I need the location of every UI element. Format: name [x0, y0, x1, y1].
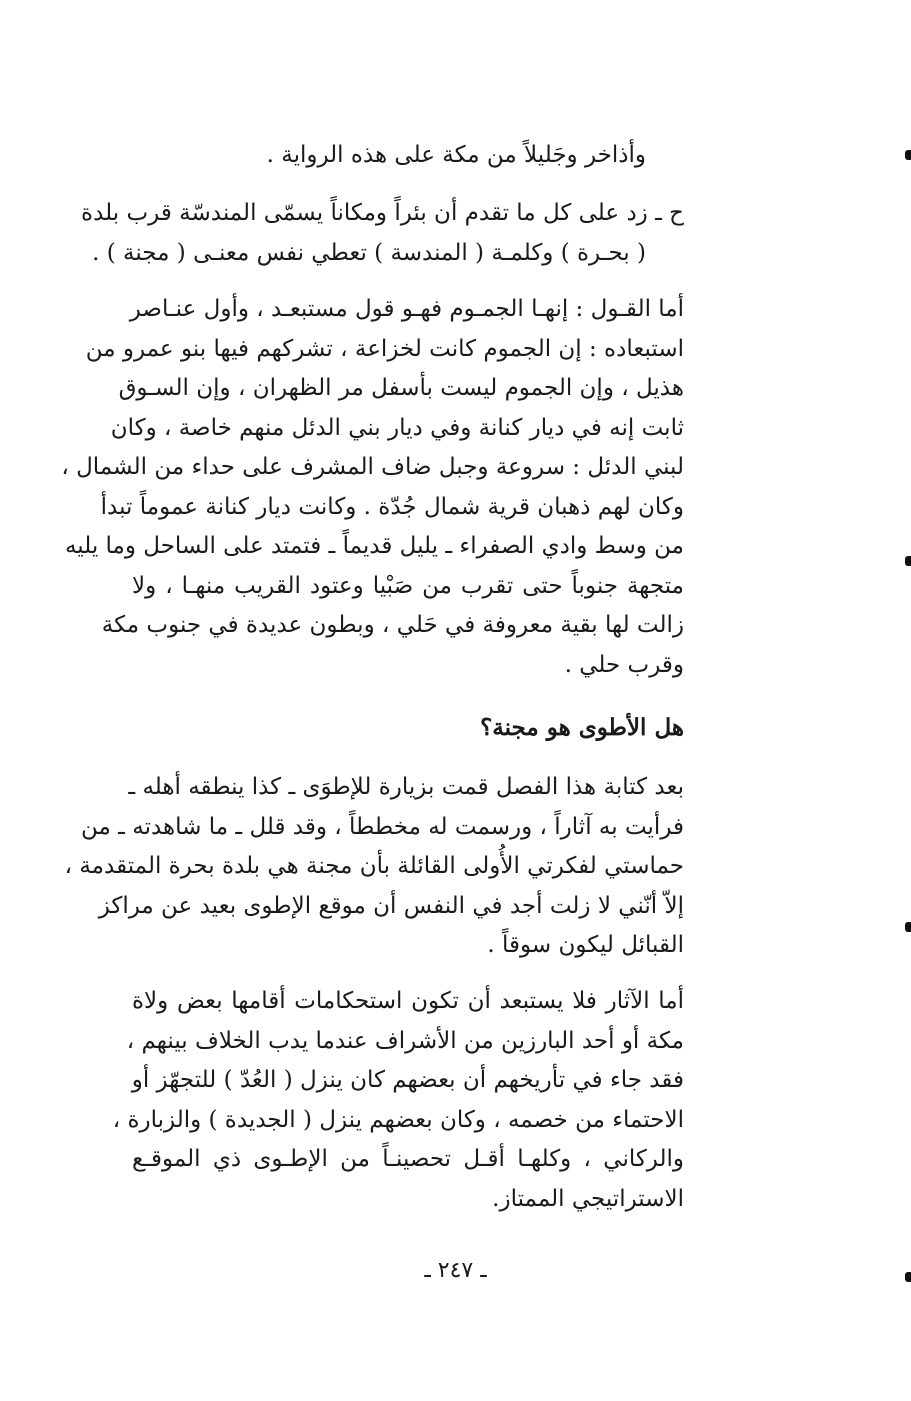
text-line: ثابت إنه في ديار كنانة وفي ديار بني الدئل منهم خاصة ، وكان — [110, 414, 684, 441]
binding-mark — [905, 922, 911, 932]
page-number: ـ ٢٤٧ ـ — [424, 1258, 487, 1283]
text-line: هذيل ، وإن الجموم ليست بأسفل مر الظهران ، وإن السـوق — [118, 375, 684, 401]
text-line: زالت لها بقية معروفة في حَلي ، وبطون عديدة في جنوب مكة — [101, 612, 684, 638]
point-h-paragraph — [81, 194, 684, 273]
text-line: أما القـول : إنهـا الجمـوم فهـو قول مستبعـد ، وأول عنـاصر — [129, 296, 684, 322]
text-line: من وسط وادي الصفراء ـ يليل قديماً ـ فتمتد على الساحل وما يليه — [64, 533, 684, 559]
text-line: الاستراتيجي الممتاز. — [492, 1185, 684, 1212]
binding-mark — [905, 150, 911, 160]
paragraph-visit — [64, 768, 684, 966]
text-line: ح ـ زد على كل ما تقدم أن بئراً ومكاناً يسمّى المندسّة قرب بلدة — [81, 200, 684, 226]
text-line: فقد جاء في تأريخهم أن بعضهم كان ينزل ( العُدّ ) للتجهّز أو — [131, 1067, 684, 1093]
paragraph-jumum — [61, 290, 684, 685]
text-line: الاحتماء من خصمه ، وكان بعضهم ينزل ( الجديدة ) والزبارة ، — [112, 1106, 684, 1133]
text-line: والركاني ، وكلهـا أقـل تحصينـاً من الإطـوى ذي الموقـع — [132, 1146, 684, 1172]
paragraph-ruins — [112, 982, 684, 1219]
text-line: بعد كتابة هذا الفصل قمت بزيارة للإطوَى ـ كذا ينطقه أهله ـ — [128, 774, 684, 800]
text-line: فرأيت به آثاراً ، ورسمت له مخططاً ، وقد قلل ـ ما شاهدته ـ من — [81, 813, 684, 840]
text-line: وكان لهم ذهبان قرية شمال جُدّة . وكانت ديار كنانة عموماً تبدأ — [100, 493, 684, 520]
text-line: متجهة جنوباً حتى تقرب من صَبْيا وعتود القريب منهـا ، ولا — [132, 572, 684, 599]
text-line: أما الآثار فلا يستبعد أن تكون استحكامات أقامها بعض ولاة — [132, 988, 684, 1014]
binding-mark — [905, 556, 911, 566]
text-line: القبائل ليكون سوقاً . — [487, 932, 684, 958]
intro-line — [132, 136, 684, 176]
text-line: لبني الدئل : سروعة وجبل ضاف المشرف على حداء من الشمال ، — [61, 454, 684, 480]
text-line: إلاّ أنّني لا زلت أجد في النفس أن موقع الإطوى بعيد عن مراكز — [98, 892, 684, 919]
text-line: استبعاده : إن الجموم كانت لخزاعة ، تشركهم فيها بنو عمرو من — [85, 335, 684, 362]
section-heading: هل الأطوى هو مجنة؟ — [480, 714, 684, 741]
text-line: وأذاخر وجَليلاً من مكة على هذه الرواية . — [266, 142, 646, 168]
text-line: ( بحـرة ) وكلمـة ( المندسة ) تعطي نفس معنـى ( مجنة ) . — [92, 239, 646, 266]
text-line: مكة أو أحد البارزين من الأشراف عندما يدب الخلاف بينهم ، — [126, 1027, 684, 1054]
binding-mark — [905, 1272, 911, 1282]
text-line: حماستي لفكرتي الأُولى القائلة بأن مجنة هي بلدة بحرة المتقدمة ، — [64, 853, 684, 879]
text-line: وقرب حلي . — [564, 651, 684, 678]
